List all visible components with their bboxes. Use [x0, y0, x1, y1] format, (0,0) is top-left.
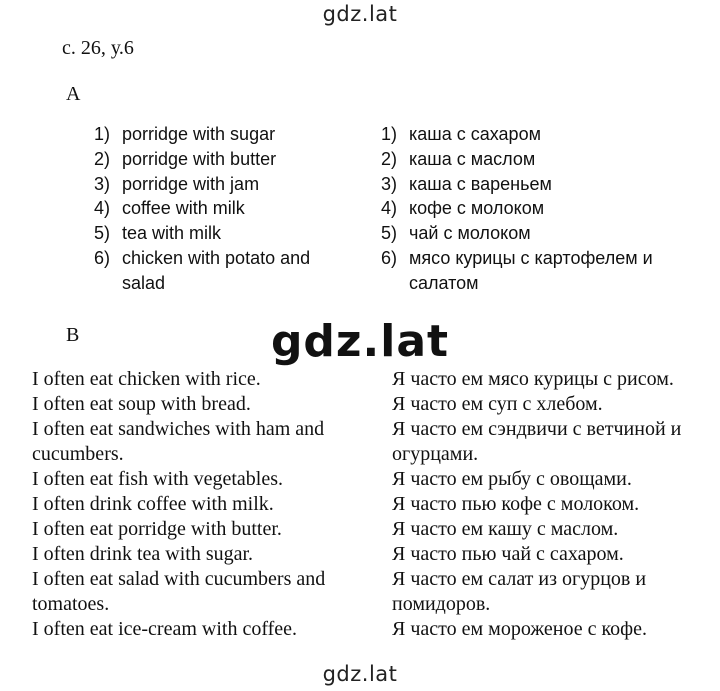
list-item [94, 221, 344, 246]
sentence-english: I often eat sandwiches with ham and cucumbers. [32, 418, 325, 465]
item-number: 4) [94, 198, 111, 219]
sentence-english: I often eat soup with bread. [32, 393, 251, 415]
item-number: 2) [381, 148, 398, 169]
list-item [94, 147, 344, 172]
page-reference: с. 26, у.6 [62, 37, 134, 59]
sentence-russian: Я часто пью кофе с молоком. [392, 493, 640, 515]
sentence-russian: Я часто ем рыбу с овощами. [392, 468, 632, 490]
list-item [381, 172, 691, 197]
sentence-english: I often eat porridge with butter. [32, 518, 282, 540]
list-item [381, 122, 691, 147]
sentence-english: I often eat chicken with rice. [32, 368, 261, 390]
item-text: porridge with butter [122, 148, 277, 169]
item-text: каша с сахаром [409, 124, 541, 144]
item-text: chicken with potato and salad [122, 247, 311, 293]
sentence-english: I often eat salad with cucumbers and tomatoes. [32, 568, 326, 615]
sentence-russian: Я часто пью чай с сахаром. [392, 543, 624, 565]
watermark-bottom: gdz.lat [322, 662, 398, 686]
list-item [381, 221, 691, 246]
item-number: 3) [381, 173, 398, 194]
sentence-russian: Я часто ем сэндвичи с ветчиной и огурцами. [392, 418, 682, 465]
section-b-label: B [66, 324, 80, 346]
item-text: мясо курицы с картофелем и салатом [409, 247, 653, 293]
item-number: 6) [381, 247, 398, 268]
item-text: coffee with milk [122, 198, 245, 219]
section-a-english-list [94, 122, 344, 296]
list-item [94, 196, 344, 221]
sentence-russian: Я часто ем мясо курицы с рисом. [392, 368, 674, 390]
item-text: porridge with jam [122, 173, 260, 194]
section-a-label: A [66, 83, 81, 105]
item-text: кофе с молоком [409, 198, 545, 219]
section-b-english-list [32, 367, 377, 642]
watermark-middle: gdz.lat [270, 316, 450, 367]
watermark-top: gdz.lat [322, 2, 398, 26]
item-number: 6) [94, 247, 111, 268]
section-b-russian-list [392, 367, 712, 642]
item-text: tea with milk [122, 223, 222, 244]
item-number: 3) [94, 173, 111, 194]
list-item [381, 147, 691, 172]
section-a-russian-list [381, 122, 691, 296]
list-item [381, 196, 691, 221]
sentence-english: I often drink coffee with milk. [32, 493, 274, 515]
list-item [94, 122, 344, 147]
sentence-english: I often eat fish with vegetables. [32, 468, 284, 490]
item-text: каша с вареньем [409, 173, 552, 194]
sentence-english: I often eat ice-cream with coffee. [32, 618, 298, 640]
list-item [94, 172, 344, 197]
list-item [381, 246, 691, 296]
item-text: каша с маслом [409, 148, 536, 169]
sentence-russian: Я часто ем кашу с маслом. [392, 518, 619, 540]
item-number: 1) [94, 124, 111, 144]
sentence-russian: Я часто ем суп с хлебом. [392, 393, 603, 415]
sentence-russian: Я часто ем салат из огурцов и помидоров. [392, 568, 647, 615]
list-item [94, 246, 344, 296]
item-number: 5) [94, 223, 111, 244]
sentence-russian: Я часто ем мороженое с кофе. [392, 618, 647, 640]
item-number: 5) [381, 223, 398, 244]
item-text: porridge with sugar [122, 124, 276, 144]
item-text: чай с молоком [409, 223, 531, 244]
item-number: 2) [94, 148, 111, 169]
item-number: 4) [381, 198, 398, 219]
item-number: 1) [381, 124, 398, 144]
sentence-english: I often drink tea with sugar. [32, 543, 254, 565]
